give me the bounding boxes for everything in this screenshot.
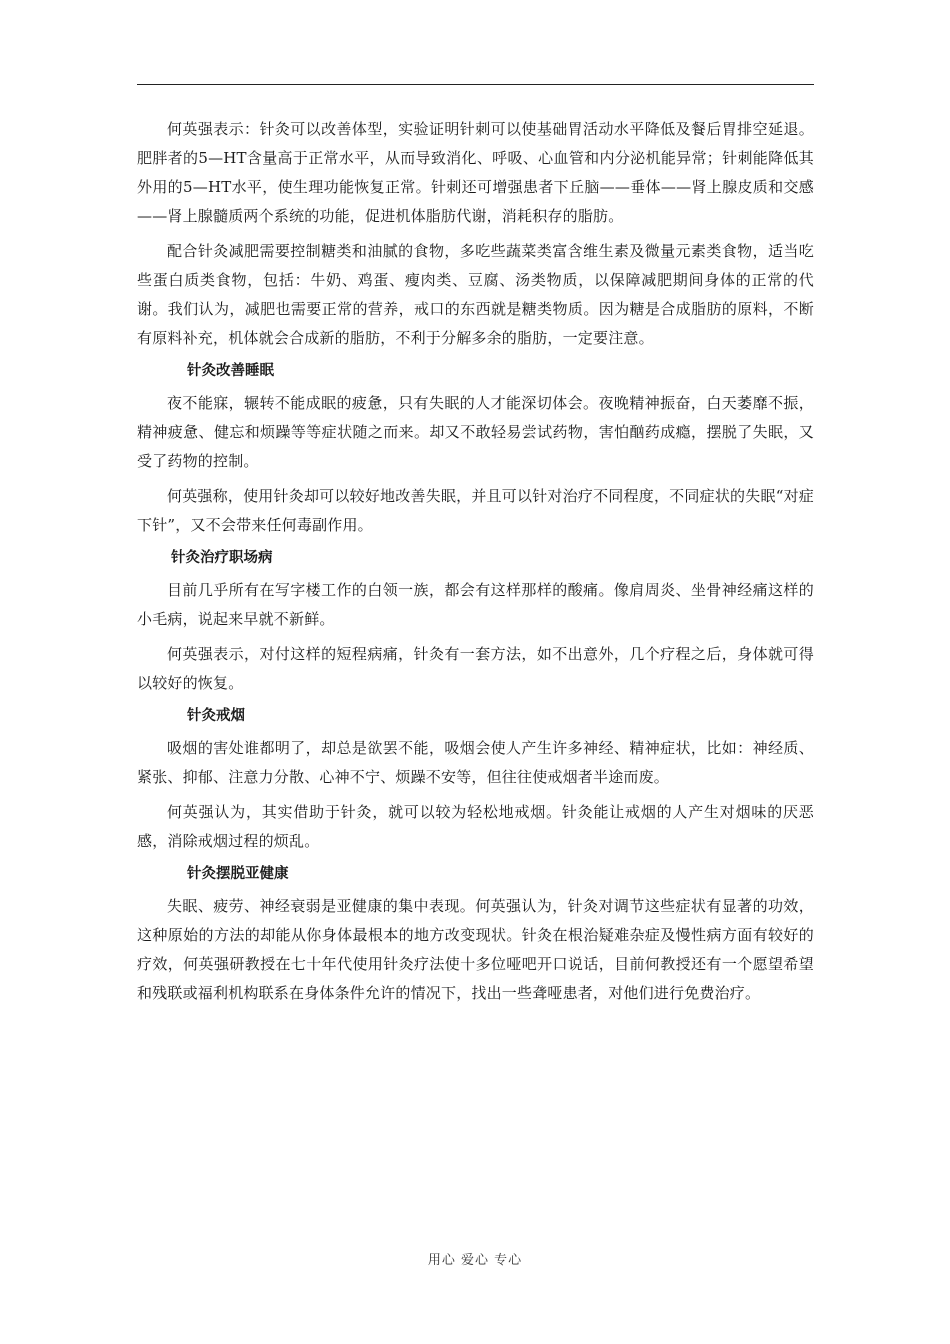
heading-smoking: 针灸戒烟	[187, 708, 245, 724]
paragraph-subhealth: 失眠、疲劳、神经衰弱是亚健康的集中表现。何英强认为，针灸对调节这些症状有显著的功效，这种原始的方法的却能从你身体最根本的地方改变现状。针灸在根治疑难杂症及慢性病方面有较好的疗效，何英强研教授在七十年代使用针灸疗法使十多位哑吧开口说话，目前何教授还有一个愿望希望和残联或福利机构联系在身体条件允许的情况下，找出一些聋哑患者，对他们进行免费治疗。	[137, 897, 814, 1002]
paragraph-insomnia: 夜不能寐，辗转不能成眠的疲惫，只有失眠的人才能深切体会。夜晚精神振奋，白天萎靡不振，精神疲惫、健忘和烦躁等等症状随之而来。却又不敢轻易尝试药物，害怕酗药成瘾，摆脱了失眠，又受了药物的控制。	[137, 394, 814, 470]
paragraph-smoking-treatment: 何英强认为，其实借助于针灸，就可以较为轻松地戒烟。针灸能让戒烟的人产生对烟味的厌恶感，消除戒烟过程的烦乱。	[137, 803, 814, 850]
heading-workplace: 针灸治疗职场病	[171, 550, 273, 566]
paragraph-workplace-pain: 目前几乎所有在写字楼工作的白领一族，都会有这样那样的酸痛。像肩周炎、坐骨神经痛这样的小毛病，说起来早就不新鲜。	[137, 581, 814, 628]
paragraph-diet: 配合针灸减肥需要控制糖类和油腻的食物，多吃些蔬菜类富含维生素及微量元素类食物，适当吃些蛋白质类食物，包括：牛奶、鸡蛋、瘦肉类、豆腐、汤类物质，以保障减肥期间身体的正常的代谢。我们认为，减肥也需要正常的营养，戒口的东西就是糖类物质。因为糖是合成脂肪的原料，不断有原料补充，机体就会合成新的脂肪，不利于分解多余的脂肪，一定要注意。	[137, 242, 814, 347]
heading-subhealth: 针灸摆脱亚健康	[187, 866, 289, 882]
paragraph-body-shape: 何英强表示：针灸可以改善体型，实验证明针刺可以使基础胃活动水平降低及餐后胃排空延退。肥胖者的5—HT含量高于正常水平，从而导致消化、呼吸、心血管和内分泌机能异常；针刺能降低其外用的5—HT水平，使生理功能恢复正常。针刺还可增强患者下丘脑——垂体——肾上腺皮质和交感——肾上腺髓质两个系统的功能，促进机体脂肪代谢，消耗积存的脂肪。	[137, 120, 814, 225]
heading-sleep: 针灸改善睡眠	[187, 363, 274, 379]
paragraph-insomnia-treatment: 何英强称，使用针灸却可以较好地改善失眠，并且可以针对治疗不同程度，不同症状的失眠“对症下针”，又不会带来任何毒副作用。	[137, 487, 814, 534]
paragraph-workplace-treatment: 何英强表示，对付这样的短程病痛，针灸有一套方法，如不出意外，几个疗程之后，身体就可得以较好的恢复。	[137, 645, 814, 692]
page-footer: 用心 爱心 专心	[427, 1253, 523, 1268]
header-rule	[137, 84, 814, 85]
article-body	[137, 115, 814, 1008]
paragraph-smoking-harm: 吸烟的害处谁都明了，却总是欲罢不能，吸烟会使人产生许多神经、精神症状，比如：神经质、紧张、抑郁、注意力分散、心神不宁、烦躁不安等，但往往使戒烟者半途而废。	[137, 739, 814, 786]
